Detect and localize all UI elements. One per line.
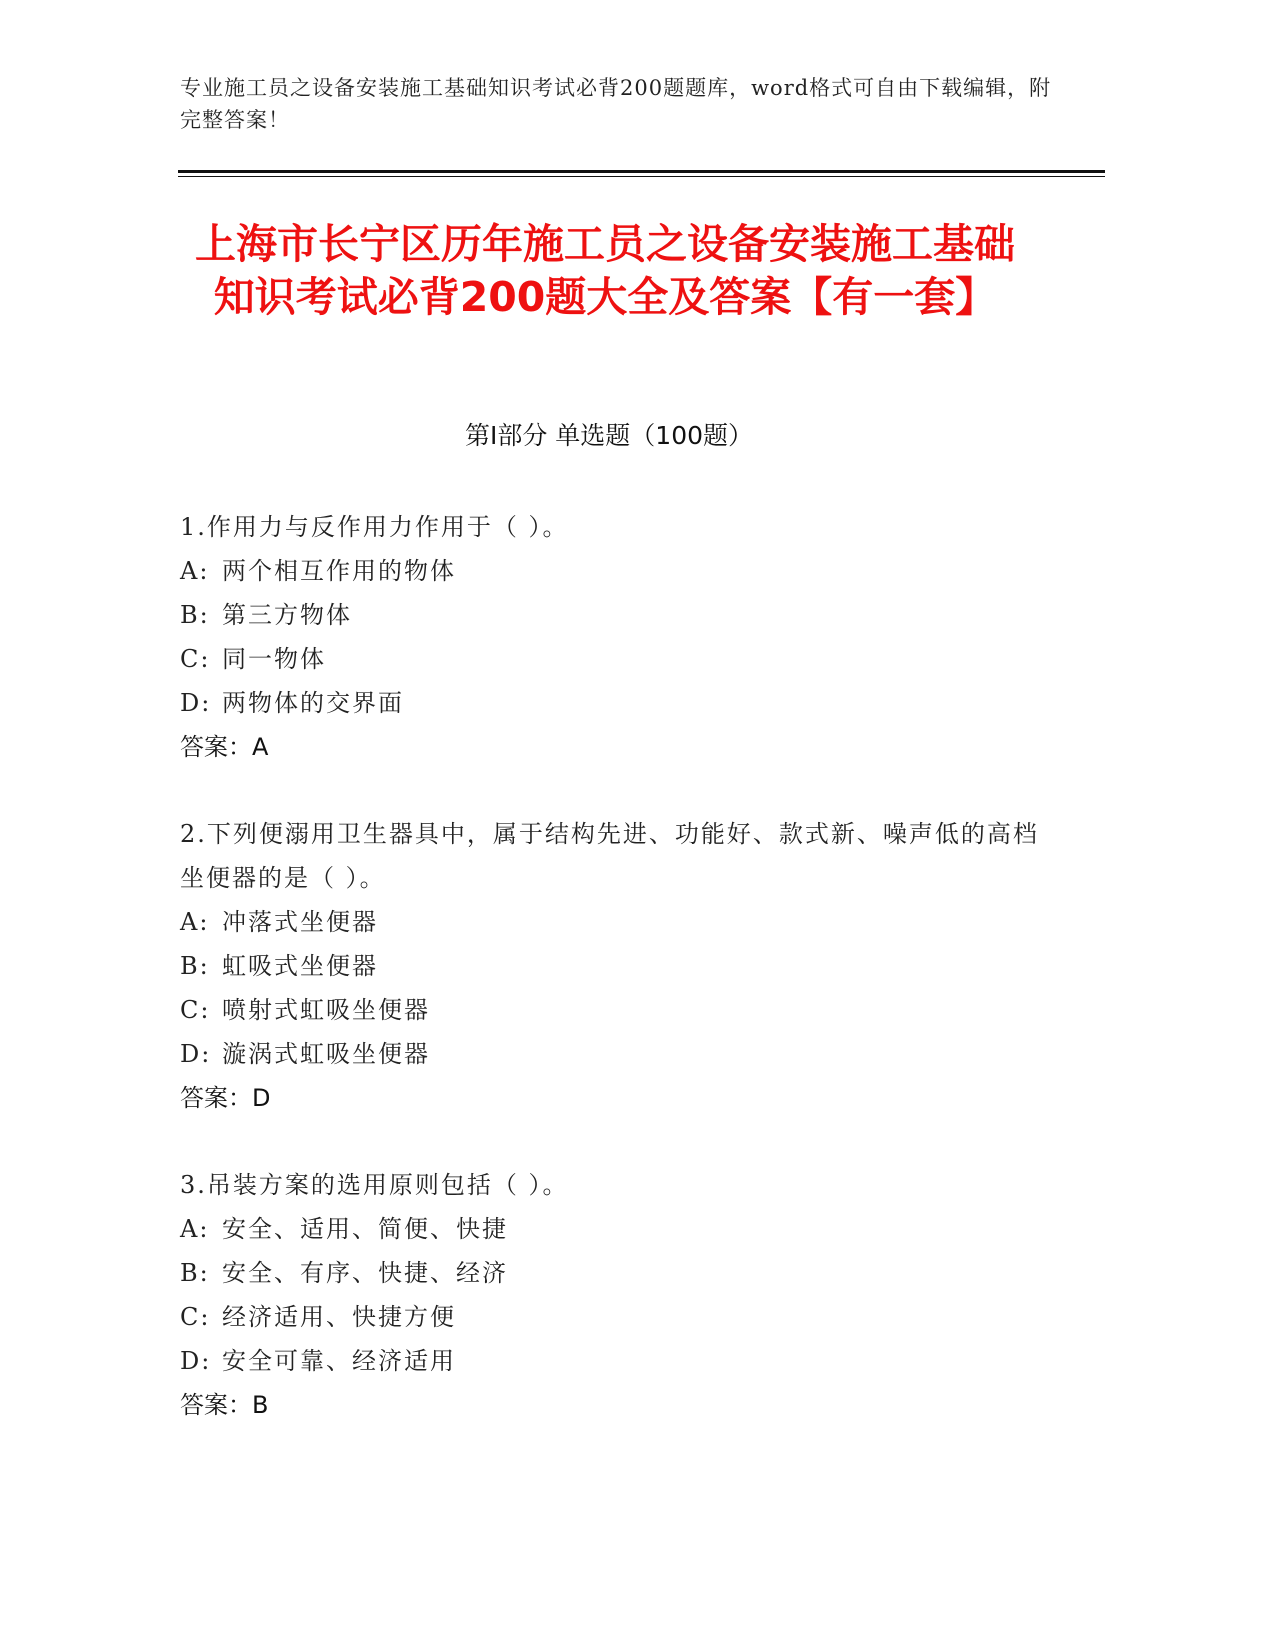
question-1 [180,505,1060,769]
option-key: C: [180,1303,211,1331]
option-c [180,988,1060,1032]
option-d [180,681,1060,725]
option-key: B: [180,952,210,980]
option-text: 经济适用、快捷方便 [222,1303,456,1331]
option-key: D: [180,1040,212,1068]
question-stem: 2.下列便溺用卫生器具中，属于结构先进、功能好、款式新、噪声低的高档坐便器的是（ ）。 [180,820,1039,892]
document-title: 上海市长宁区历年施工员之设备安装施工基础知识考试必背200题大全及答案【有一套】 [195,220,1015,321]
option-key: A: [180,1215,210,1243]
option-d [180,1339,1060,1383]
header-note: 专业施工员之设备安装施工基础知识考试必背200题题库，word格式可自由下载编辑，附完整答案！ [180,76,1052,132]
answer-line: 答案：D [180,1084,271,1112]
option-text: 冲落式坐便器 [222,908,378,936]
option-key: A: [180,908,210,936]
option-key: A: [180,557,210,585]
option-key: C: [180,645,211,673]
option-a [180,549,1060,593]
option-text: 两个相互作用的物体 [222,557,456,585]
option-b [180,593,1060,637]
option-c [180,637,1060,681]
option-text: 虹吸式坐便器 [222,952,378,980]
option-text: 安全、有序、快捷、经济 [222,1259,508,1287]
option-a [180,1207,1060,1251]
answer-line: 答案：B [180,1391,269,1419]
question-stem: 3.吊装方案的选用原则包括（ ）。 [180,1171,569,1199]
header-divider-thick [178,170,1105,173]
option-text: 同一物体 [222,645,326,673]
option-text: 安全可靠、经济适用 [222,1347,456,1375]
option-key: C: [180,996,211,1024]
option-b [180,944,1060,988]
question-list [180,505,1060,1470]
header-divider-thin [178,176,1105,177]
question-2 [180,812,1060,1120]
option-key: B: [180,1259,210,1287]
option-text: 安全、适用、简便、快捷 [222,1215,508,1243]
section-title: 第Ⅰ部分 单选题（100题） [464,421,754,450]
option-key: D: [180,689,212,717]
option-d [180,1032,1060,1076]
option-b [180,1251,1060,1295]
option-text: 第三方物体 [222,601,352,629]
option-text: 漩涡式虹吸坐便器 [222,1040,430,1068]
option-text: 两物体的交界面 [222,689,404,717]
answer-line: 答案：A [180,733,269,761]
option-key: D: [180,1347,212,1375]
option-text: 喷射式虹吸坐便器 [222,996,430,1024]
option-a [180,900,1060,944]
question-3 [180,1163,1060,1427]
option-c [180,1295,1060,1339]
question-stem: 1.作用力与反作用力作用于（ ）。 [180,513,569,541]
option-key: B: [180,601,210,629]
